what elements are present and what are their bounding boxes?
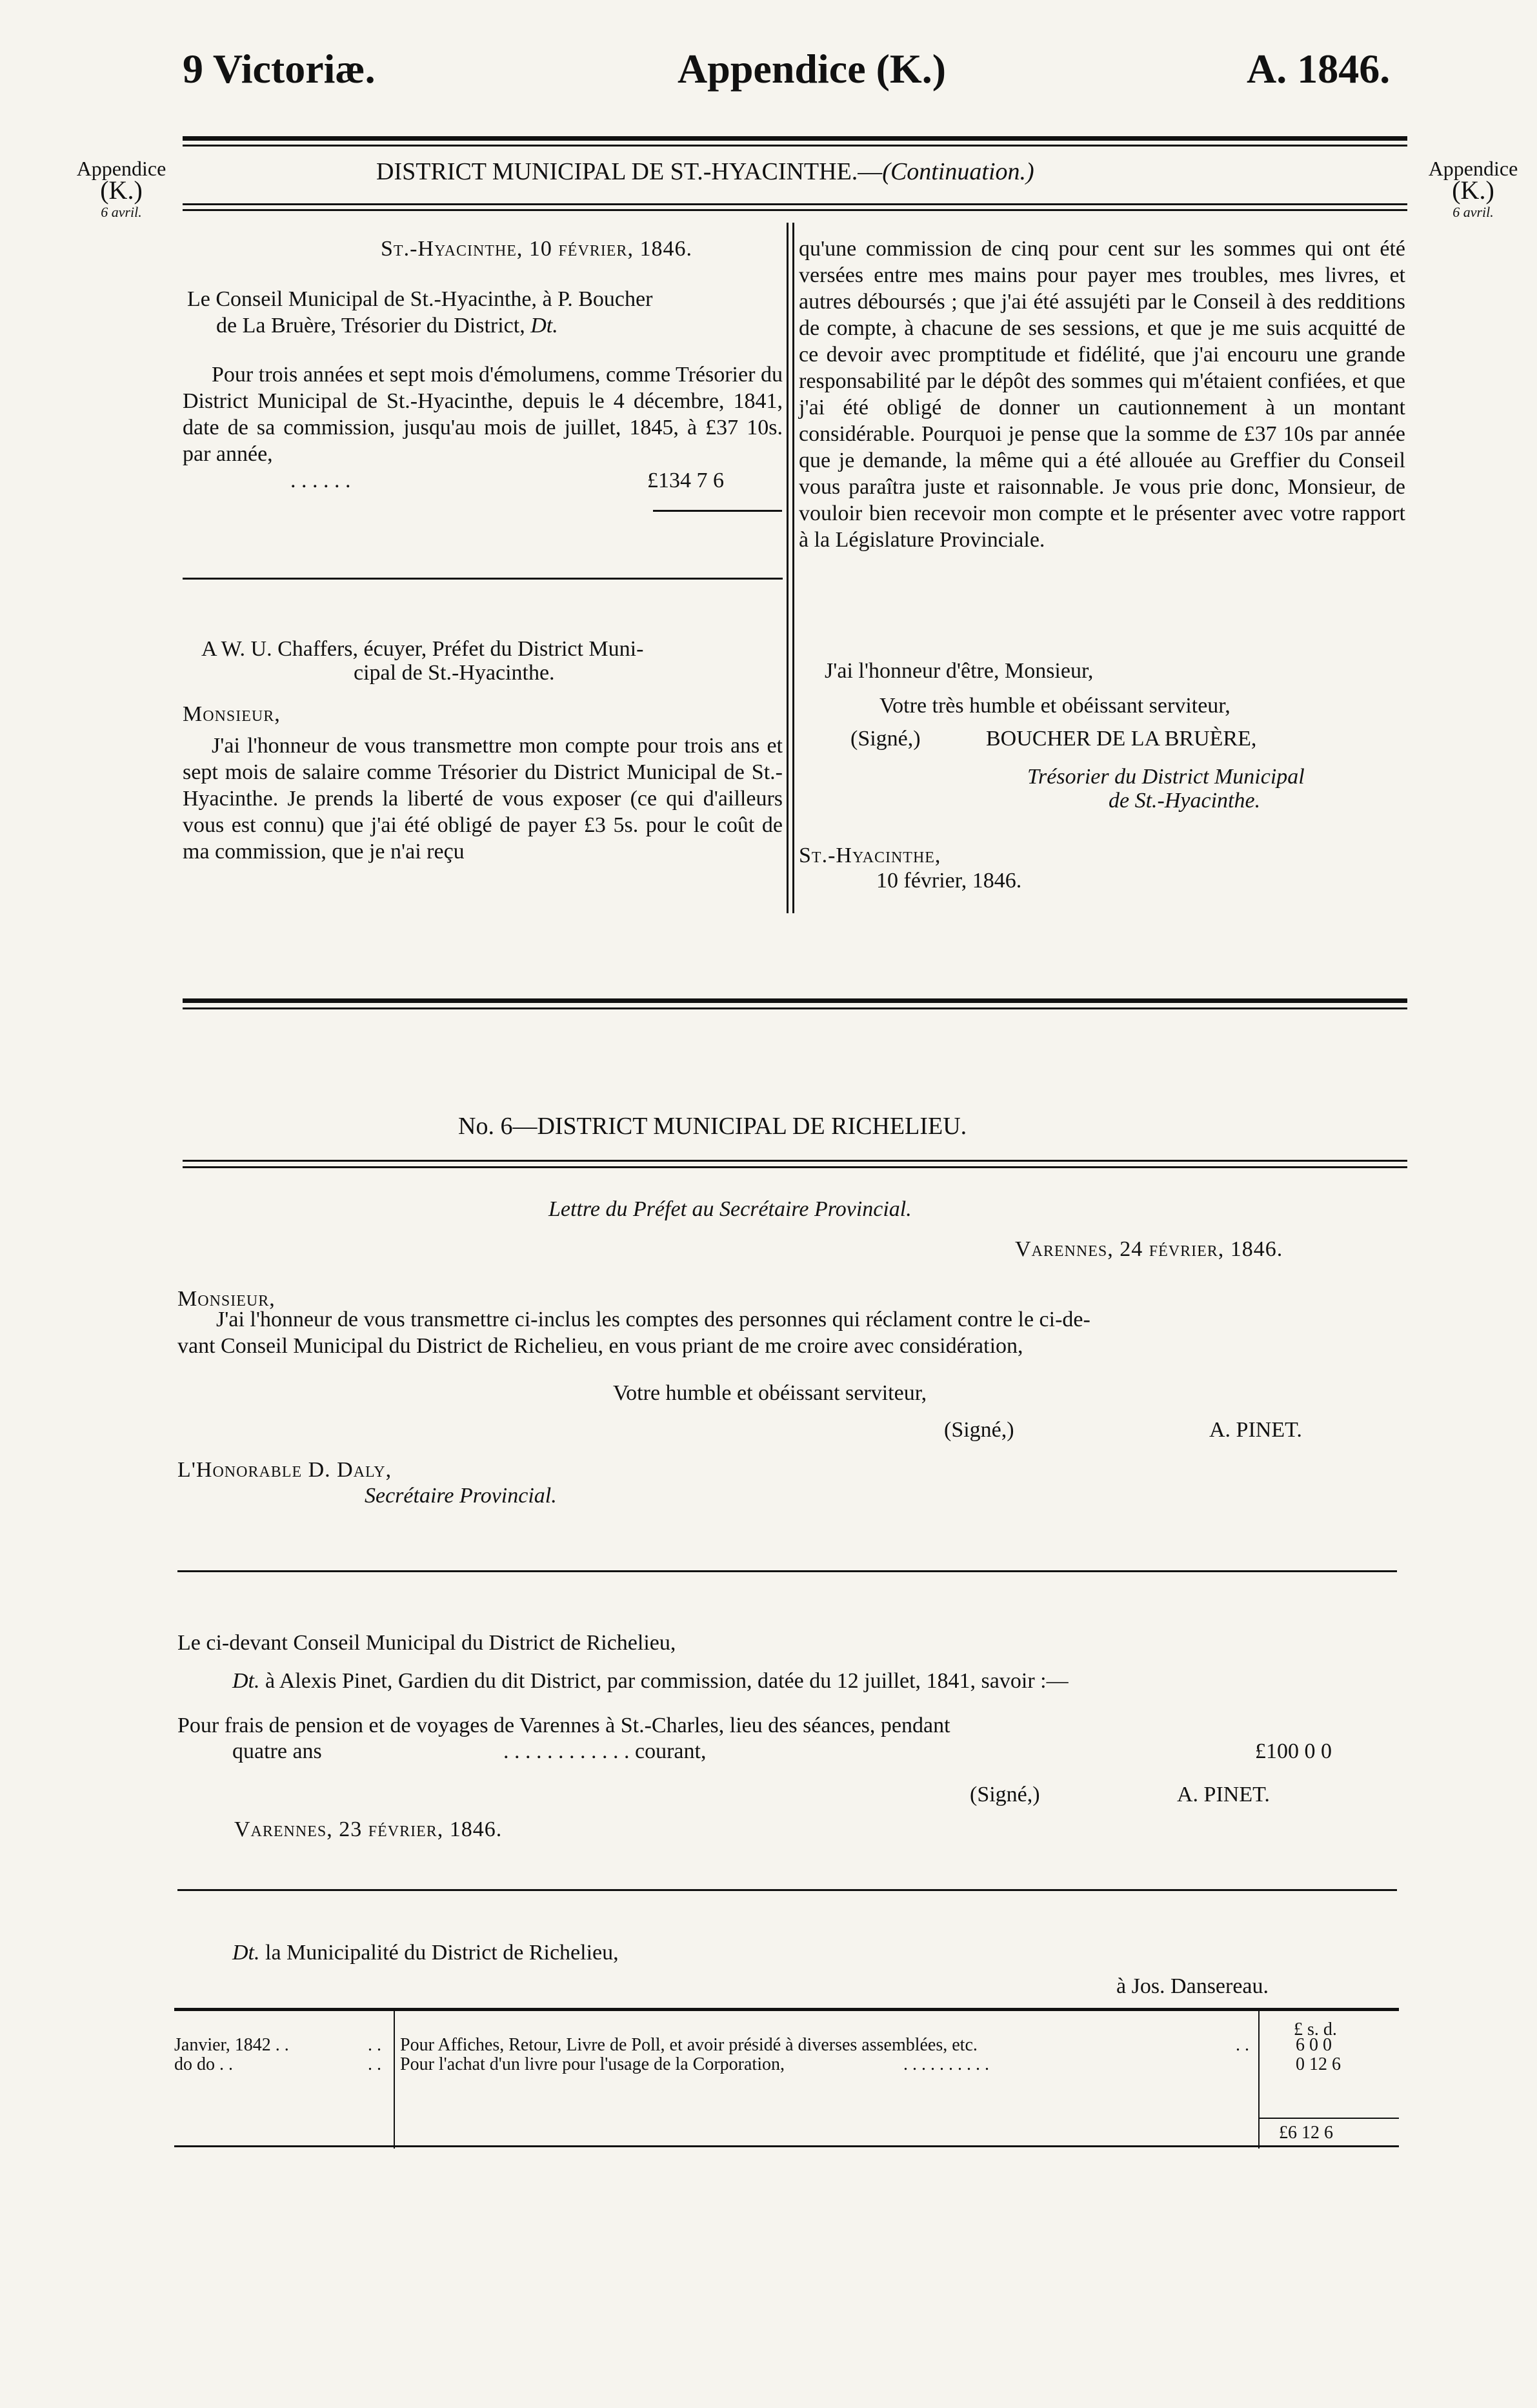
- row-amount: 0 12 6: [1296, 2054, 1341, 2074]
- header-volume: 9 Victoriæ.: [183, 46, 376, 92]
- signer-title-2: de St.-Hyacinthe.: [1109, 789, 1261, 813]
- header-appendix: Appendice (K.): [678, 46, 946, 92]
- ledger-divider-date: [394, 2008, 395, 2149]
- account2-creditor: à Jos. Dansereau.: [1116, 1974, 1269, 1998]
- section2-rule-2: [177, 1889, 1397, 1891]
- account-amount: £134 7 6: [647, 469, 724, 492]
- place-date: 10 février, 1846.: [876, 869, 1022, 893]
- section2-title-rule-2: [183, 1166, 1407, 1168]
- debit-line-2: [216, 312, 558, 339]
- row-dots: . .: [368, 2054, 381, 2074]
- section2-rule-1: [177, 1570, 1397, 1572]
- left-col-rule: [183, 578, 783, 580]
- row-description: Pour l'achat d'un livre pour l'usage de la Corporation,: [400, 2054, 785, 2074]
- signed-label: (Signé,): [850, 727, 921, 751]
- section2-body-1: J'ai l'honneur de vous transmettre ci-inclus les comptes des personnes qui réclament contre le ci-de-: [216, 1308, 1090, 1331]
- margin-k-label: (K.): [100, 176, 143, 205]
- account2-dt: Dt.: [232, 1941, 260, 1965]
- salutation: Monsieur,: [183, 702, 281, 726]
- row-description: Pour Affiches, Retour, Livre de Poll, et avoir présidé à diverses assemblées, etc.: [400, 2035, 978, 2055]
- closing-2: Votre très humble et obéissant serviteur,: [879, 694, 1231, 718]
- account1-dt: Dt.: [232, 1669, 260, 1693]
- account-paragraph: [183, 361, 783, 467]
- signer-title-1: Trésorier du District Municipal: [1027, 765, 1305, 789]
- section2-closing: Votre humble et obéissant serviteur,: [613, 1381, 927, 1405]
- ledger-table: [174, 2008, 1399, 2149]
- ledger-total: £6 12 6: [1279, 2123, 1333, 2143]
- letter-paragraph: [183, 733, 783, 865]
- column-divider: [787, 223, 789, 913]
- account1-line-4: quatre ans: [232, 1739, 322, 1763]
- column-divider-2: [792, 223, 794, 913]
- section-break-rule: [183, 998, 1407, 1003]
- section1-title-text: DISTRICT MUNICIPAL DE ST.-HYACINTHE.—: [376, 158, 883, 185]
- addressee-title: Secrétaire Provincial.: [365, 1484, 557, 1508]
- debit-line-2-text: de La Bruère, Trésorier du District,: [216, 314, 525, 338]
- row-leaders: . .: [1236, 2035, 1249, 2055]
- row-amount: 6 0 0: [1296, 2035, 1332, 2055]
- ledger-divider-amount: [1258, 2008, 1260, 2149]
- row-leaders: . . . . . . . . . .: [903, 2054, 989, 2074]
- margin-note-left: [57, 157, 186, 223]
- account1-signer: A. PINET.: [1177, 1783, 1270, 1806]
- margin-k-label: (K.): [1452, 176, 1494, 205]
- section2-signer: A. PINET.: [1209, 1418, 1302, 1442]
- letter-paragraph-text: J'ai l'honneur de vous transmettre mon compte pour trois ans et sept mois de salaire comme Trésorier du District Municipal de St.-Hyacinthe. Je prends la liberté de vous exposer (ce qui d'ailleurs vous est connu) que j'ai été obligé de payer £3 5s. pour le coût de ma commission, que je n'ai reçu: [183, 734, 783, 864]
- account2-line-1: [232, 1939, 619, 1966]
- account1-dateline: Varennes, 23 février, 1846.: [234, 1817, 503, 1841]
- margin-appendix-label: Appendice: [1428, 157, 1518, 180]
- section2-title: No. 6—DISTRICT MUNICIPAL DE RICHELIEU.: [458, 1113, 967, 1140]
- account1-line-2: [232, 1668, 1069, 1694]
- account1-line-3: Pour frais de pension et de voyages de Varennes à St.-Charles, lieu des séances, pendant: [177, 1714, 950, 1737]
- account-leaders: . . . . . .: [290, 469, 351, 492]
- letter-continuation: [799, 236, 1405, 553]
- closing-1: J'ai l'honneur d'être, Monsieur,: [825, 659, 1094, 683]
- row-date: do do . .: [174, 2054, 233, 2074]
- section2-salutation: Monsieur,: [177, 1287, 276, 1311]
- debit-dt: Dt.: [530, 314, 558, 338]
- section1-title-continuation: (Continuation.): [882, 158, 1034, 185]
- account1-line-2-text: à Alexis Pinet, Gardien du dit District, par commission, datée du 12 juillet, 1841, savoir :—: [265, 1669, 1069, 1693]
- account1-amount: £100 0 0: [1255, 1739, 1332, 1763]
- margin-date: 6 avril.: [1452, 204, 1494, 220]
- row-dots: . .: [368, 2035, 381, 2055]
- address-line-2: cipal de St.-Hyacinthe.: [354, 661, 555, 685]
- letter-continuation-text: qu'une commission de cinq pour cent sur les sommes qui ont été versées entre mes mains pour payer mes troubles, mes livres, et autres déboursés ; que j'ai été assujéti par le Conseil à des redditions de compte, à chacune de ses sessions, et que je me suis acquitté de ce devoir avec promptitude et fidélité, que j'ai encouru une grande responsabilité par le dépôt des sommes qui m'étaient confiées, et que j'ai été obligé de donner un cautionnement à un montant considérable. Pourquoi je pense que la somme de £37 10s par année que je demande, la même qui a été allouée au Greffier du Conseil vous paraîtra juste et raisonnable. Je vous prie donc, Monsieur, de vouloir bien recevoir mon compte et le présenter avec votre rapport à la Législature Provinciale.: [799, 237, 1405, 552]
- header-rule: [183, 136, 1407, 141]
- section2-body-2: vant Conseil Municipal du District de Richelieu, en vous priant de me croire avec considération,: [177, 1334, 1023, 1358]
- debit-line-1: Le Conseil Municipal de St.-Hyacinthe, à P. Boucher: [187, 287, 653, 311]
- account1-line-1: Le ci-devant Conseil Municipal du District de Richelieu,: [177, 1631, 676, 1655]
- addressee: L'Honorable D. Daly,: [177, 1458, 392, 1482]
- section1-title-rule-2: [183, 209, 1407, 211]
- section2-signed: (Signé,): [944, 1418, 1014, 1442]
- left-dateline: St.-Hyacinthe, 10 février, 1846.: [381, 237, 692, 261]
- account1-signed: (Signé,): [970, 1783, 1040, 1806]
- section1-title: [376, 159, 1034, 185]
- ledger-currency-header: £ s. d.: [1294, 2019, 1337, 2039]
- section-break-rule-thin: [183, 1007, 1407, 1009]
- place: St.-Hyacinthe,: [799, 844, 941, 867]
- account-paragraph-text: Pour trois années et sept mois d'émolumens, comme Trésorier du District Municipal de St.-Hyacinthe, depuis le 4 décembre, 1841, date de sa commission, jusqu'au mois de juillet, 1845, à £37 10s. par année,: [183, 363, 783, 466]
- section2-dateline: Varennes, 24 février, 1846.: [1015, 1237, 1283, 1261]
- header-year: A. 1846.: [1247, 46, 1391, 92]
- section1-title-rule: [183, 203, 1407, 205]
- letter-heading: Lettre du Préfet au Secrétaire Provincial.: [548, 1197, 912, 1221]
- account1-leaders: . . . . . . . . . . . . courant,: [503, 1739, 707, 1763]
- ledger-total-rule: [1258, 2118, 1399, 2119]
- row-date: Janvier, 1842 . .: [174, 2035, 289, 2055]
- address-line-1: A W. U. Chaffers, écuyer, Préfet du District Muni-: [201, 637, 644, 661]
- account2-line-1-text: la Municipalité du District de Richelieu,: [265, 1941, 619, 1965]
- amount-rule: [653, 510, 782, 512]
- margin-date: 6 avril.: [101, 204, 142, 220]
- margin-note-right: [1409, 157, 1537, 223]
- signer-name: BOUCHER DE LA BRUÈRE,: [986, 727, 1257, 751]
- section2-title-rule: [183, 1160, 1407, 1162]
- header-rule-thin: [183, 145, 1407, 147]
- margin-appendix-label: Appendice: [76, 157, 166, 180]
